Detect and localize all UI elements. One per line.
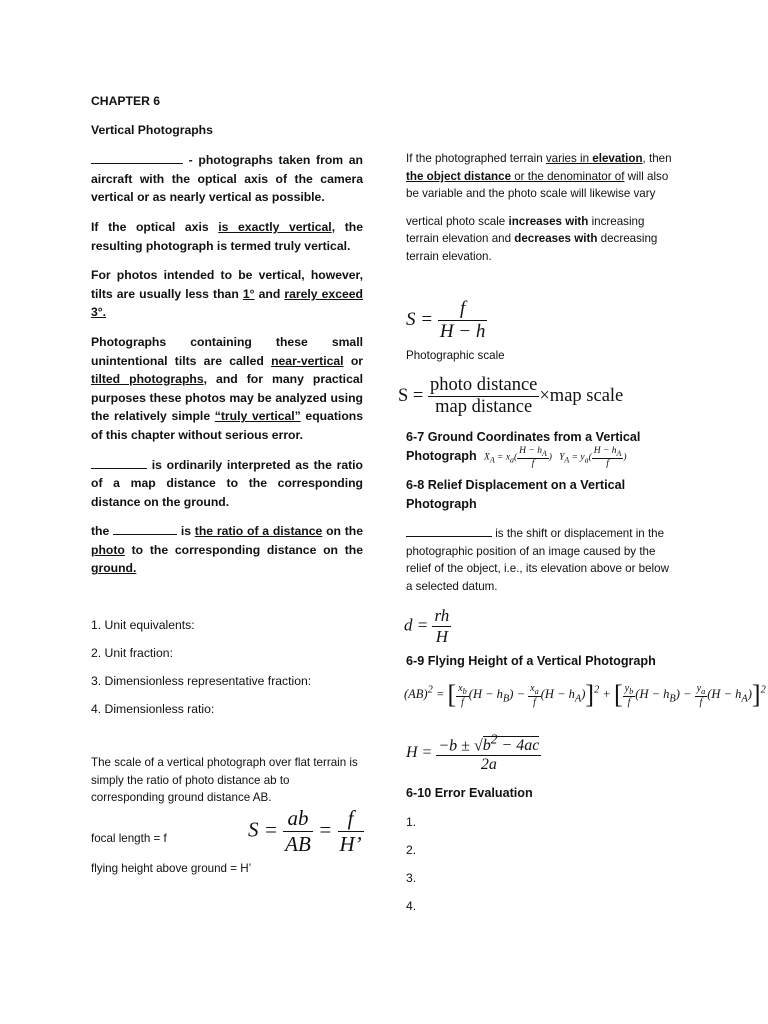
scale-elevation-formula: S = $\frac{f}{H - h}$	[406, 298, 486, 342]
fill-blank	[113, 522, 177, 535]
flying-height-formula: (AB)$^2$ = [ $\frac{x_b}{f}$ $(H - h_B)$ − $\frac{x_a}{f}$ $(H - h_A)]^2$ + [ $\frac{y_b}{f}$ $(H - h_B)$ − $\frac{y_a}{f}$ $(H - h_A)]^2$	[404, 680, 766, 709]
right-column	[406, 150, 676, 266]
fill-blank	[91, 456, 147, 469]
heading-6-9: 6-9 Flying Height of a Vertical Photograph	[406, 654, 656, 668]
flying-height-label: flying height above ground = H’	[91, 862, 252, 875]
definition-vertical-photographs: - photographs taken from an aircraft with the optical axis of the camera vertical or as nearly vertical as possible.	[91, 153, 363, 205]
heading-6-8: 6-8 Relief Displacement on a Vertical Photograph	[406, 478, 626, 511]
chapter-label: CHAPTER 6	[91, 94, 161, 108]
paragraph-near-vertical: Photographs containing these small unintentional tilts are called near-vertical or tilted photographs, and for many practical purposes these photos may be analyzed using the relatively simple “truly vertical” equations of this chapter without serious error.	[91, 334, 364, 442]
paragraph-scale-variation: vertical photo scale increases with increasing terrain elevation and decreases with decreasing terrain elevation.	[406, 214, 658, 263]
photographic-scale-label: Photographic scale	[406, 349, 505, 362]
fill-blank	[91, 151, 183, 164]
error-item: 2.	[406, 843, 417, 857]
list-item: 3. Dimensionless representative fraction:	[91, 674, 312, 689]
left-column	[91, 92, 363, 807]
relief-displacement-formula: d = $\frac{rh}{H}$	[404, 606, 450, 646]
heading-6-10: 6-10 Error Evaluation	[406, 786, 533, 800]
scale-formula: S = $\frac{ab}{AB}$ = $\frac{f}{H’}$	[248, 806, 362, 856]
scale-expression-list	[91, 616, 363, 718]
paragraph-tilts: For photos intended to be vertical, however, tilts are usually less than 1° and rarely exceed 3°.	[91, 268, 363, 320]
error-item: 4.	[406, 899, 417, 913]
paragraph-scale-definition: is ordinarily interpreted as the ratio of a map distance to the corresponding distance on the ground.	[91, 457, 363, 509]
ground-coordinates-formula: $X_A = x_a$( $\frac{H - h_A}{f}$ ) $Y_A = y_a$( $\frac{H - h_A}{f}$ )	[484, 446, 627, 469]
error-item: 1.	[406, 815, 417, 829]
list-item: 4. Dimensionless ratio:	[91, 702, 215, 717]
focal-length-label: focal length = f	[91, 832, 167, 845]
photographic-scale-formula: S = $\frac{\text{photo distance}}{\text{map distance}}$ ×map scale	[398, 375, 624, 417]
paragraph-truly-vertical: If the optical axis is exactly vertical, the resulting photograph is termed truly vertical.	[91, 219, 363, 253]
paragraph-relief-displacement: is the shift or displacement in the photographic position of an image caused by the relief of the object, i.e., its elevation above or below a selected datum.	[406, 524, 678, 595]
section-title: Vertical Photographs	[91, 122, 213, 137]
list-item: 2. Unit fraction:	[91, 646, 173, 661]
paragraph-flat-terrain: The scale of a vertical photograph over flat terrain is simply the ratio of photo distance ab to corresponding ground distance AB.	[91, 756, 358, 805]
paragraph-photo-scale: the is the ratio of a distance on the photo to the corresponding distance on the ground.	[91, 524, 364, 576]
list-item: 1. Unit equivalents:	[91, 618, 195, 633]
error-item: 3.	[406, 871, 417, 885]
quadratic-formula: H = $\frac{-b \pm √b^2 - 4ac}{2a}$	[406, 732, 540, 774]
fill-blank	[406, 524, 492, 537]
heading-6-7: 6-7 Ground Coordinates from a Vertical Photograph	[406, 430, 641, 463]
paragraph-terrain-elevation: If the photographed terrain varies in elevation, then the object distance or the denominator of will also be variable and the photo scale will likewise vary	[406, 152, 672, 201]
